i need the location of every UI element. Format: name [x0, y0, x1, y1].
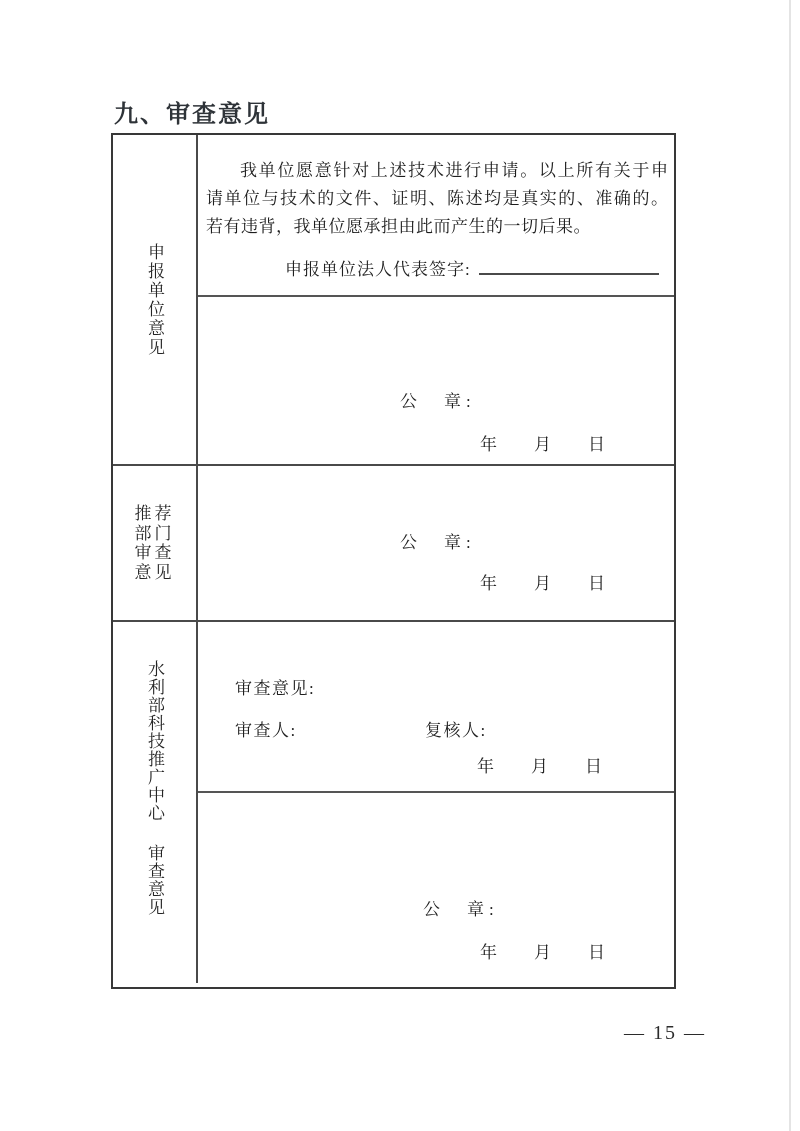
content-cell-promotion-center [198, 622, 674, 983]
statement-line: 我单位愿意针对上述技术进行申请。以上所有关于申 [240, 161, 668, 180]
content-cell-declaration [198, 135, 674, 464]
label-line: 审查 [134, 543, 175, 562]
row-promotion-center-opinion [113, 620, 674, 983]
checker-field-label: 复核人: [425, 721, 487, 740]
statement-line: 请单位与技术的文件、证明、陈述均是真实的、准确的。 [206, 189, 668, 208]
vertical-label-recommend-department-review-opinion [135, 504, 175, 582]
date-year-month-day-label: 年 月 日 [480, 435, 615, 454]
page-number: — 15 — [624, 1022, 706, 1044]
row-recommend-department-opinion [113, 464, 674, 620]
vertical-label-promotion-center: 水利部科技推广中心 [145, 660, 164, 822]
legal-representative-signature-row [285, 255, 659, 280]
scan-artifact-line [789, 0, 791, 1131]
signature-blank-line [479, 258, 659, 275]
official-seal-label: 公 章: [423, 900, 499, 919]
statement-line: 若有违背，我单位愿承担由此而产生的一切后果。 [206, 217, 591, 236]
content-cell-recommend [198, 466, 674, 620]
row-declaration-unit-opinion [113, 135, 674, 464]
official-seal-label: 公 章: [400, 533, 476, 552]
row-divider [198, 791, 674, 793]
declaration-statement [206, 157, 668, 241]
label-cell-promotion-center [113, 622, 198, 983]
row-divider [198, 295, 674, 297]
review-opinion-field-label: 审查意见: [235, 679, 316, 698]
label-line: 推荐 [134, 504, 175, 523]
official-seal-label: 公 章: [400, 392, 476, 411]
reviewer-field-label: 审查人: [235, 721, 297, 740]
date-year-month-day-label: 年 月 日 [480, 943, 615, 962]
vertical-label-declaration-unit-opinion: 申报单位意见 [145, 242, 164, 357]
label-cell-declaration-unit [113, 135, 198, 464]
section-title: 九、审查意见 [114, 101, 270, 128]
label-line: 部门 [134, 523, 175, 543]
date-year-month-day-label: 年 月 日 [480, 574, 615, 593]
signature-label: 申报单位法人代表签字: [285, 260, 471, 279]
label-cell-recommend-department [113, 466, 198, 620]
label-line: 意见 [134, 562, 175, 582]
vertical-label-review-opinion: 审查意见 [145, 844, 164, 916]
date-year-month-day-label: 年 月 日 [477, 757, 612, 776]
review-opinion-table [111, 133, 676, 989]
